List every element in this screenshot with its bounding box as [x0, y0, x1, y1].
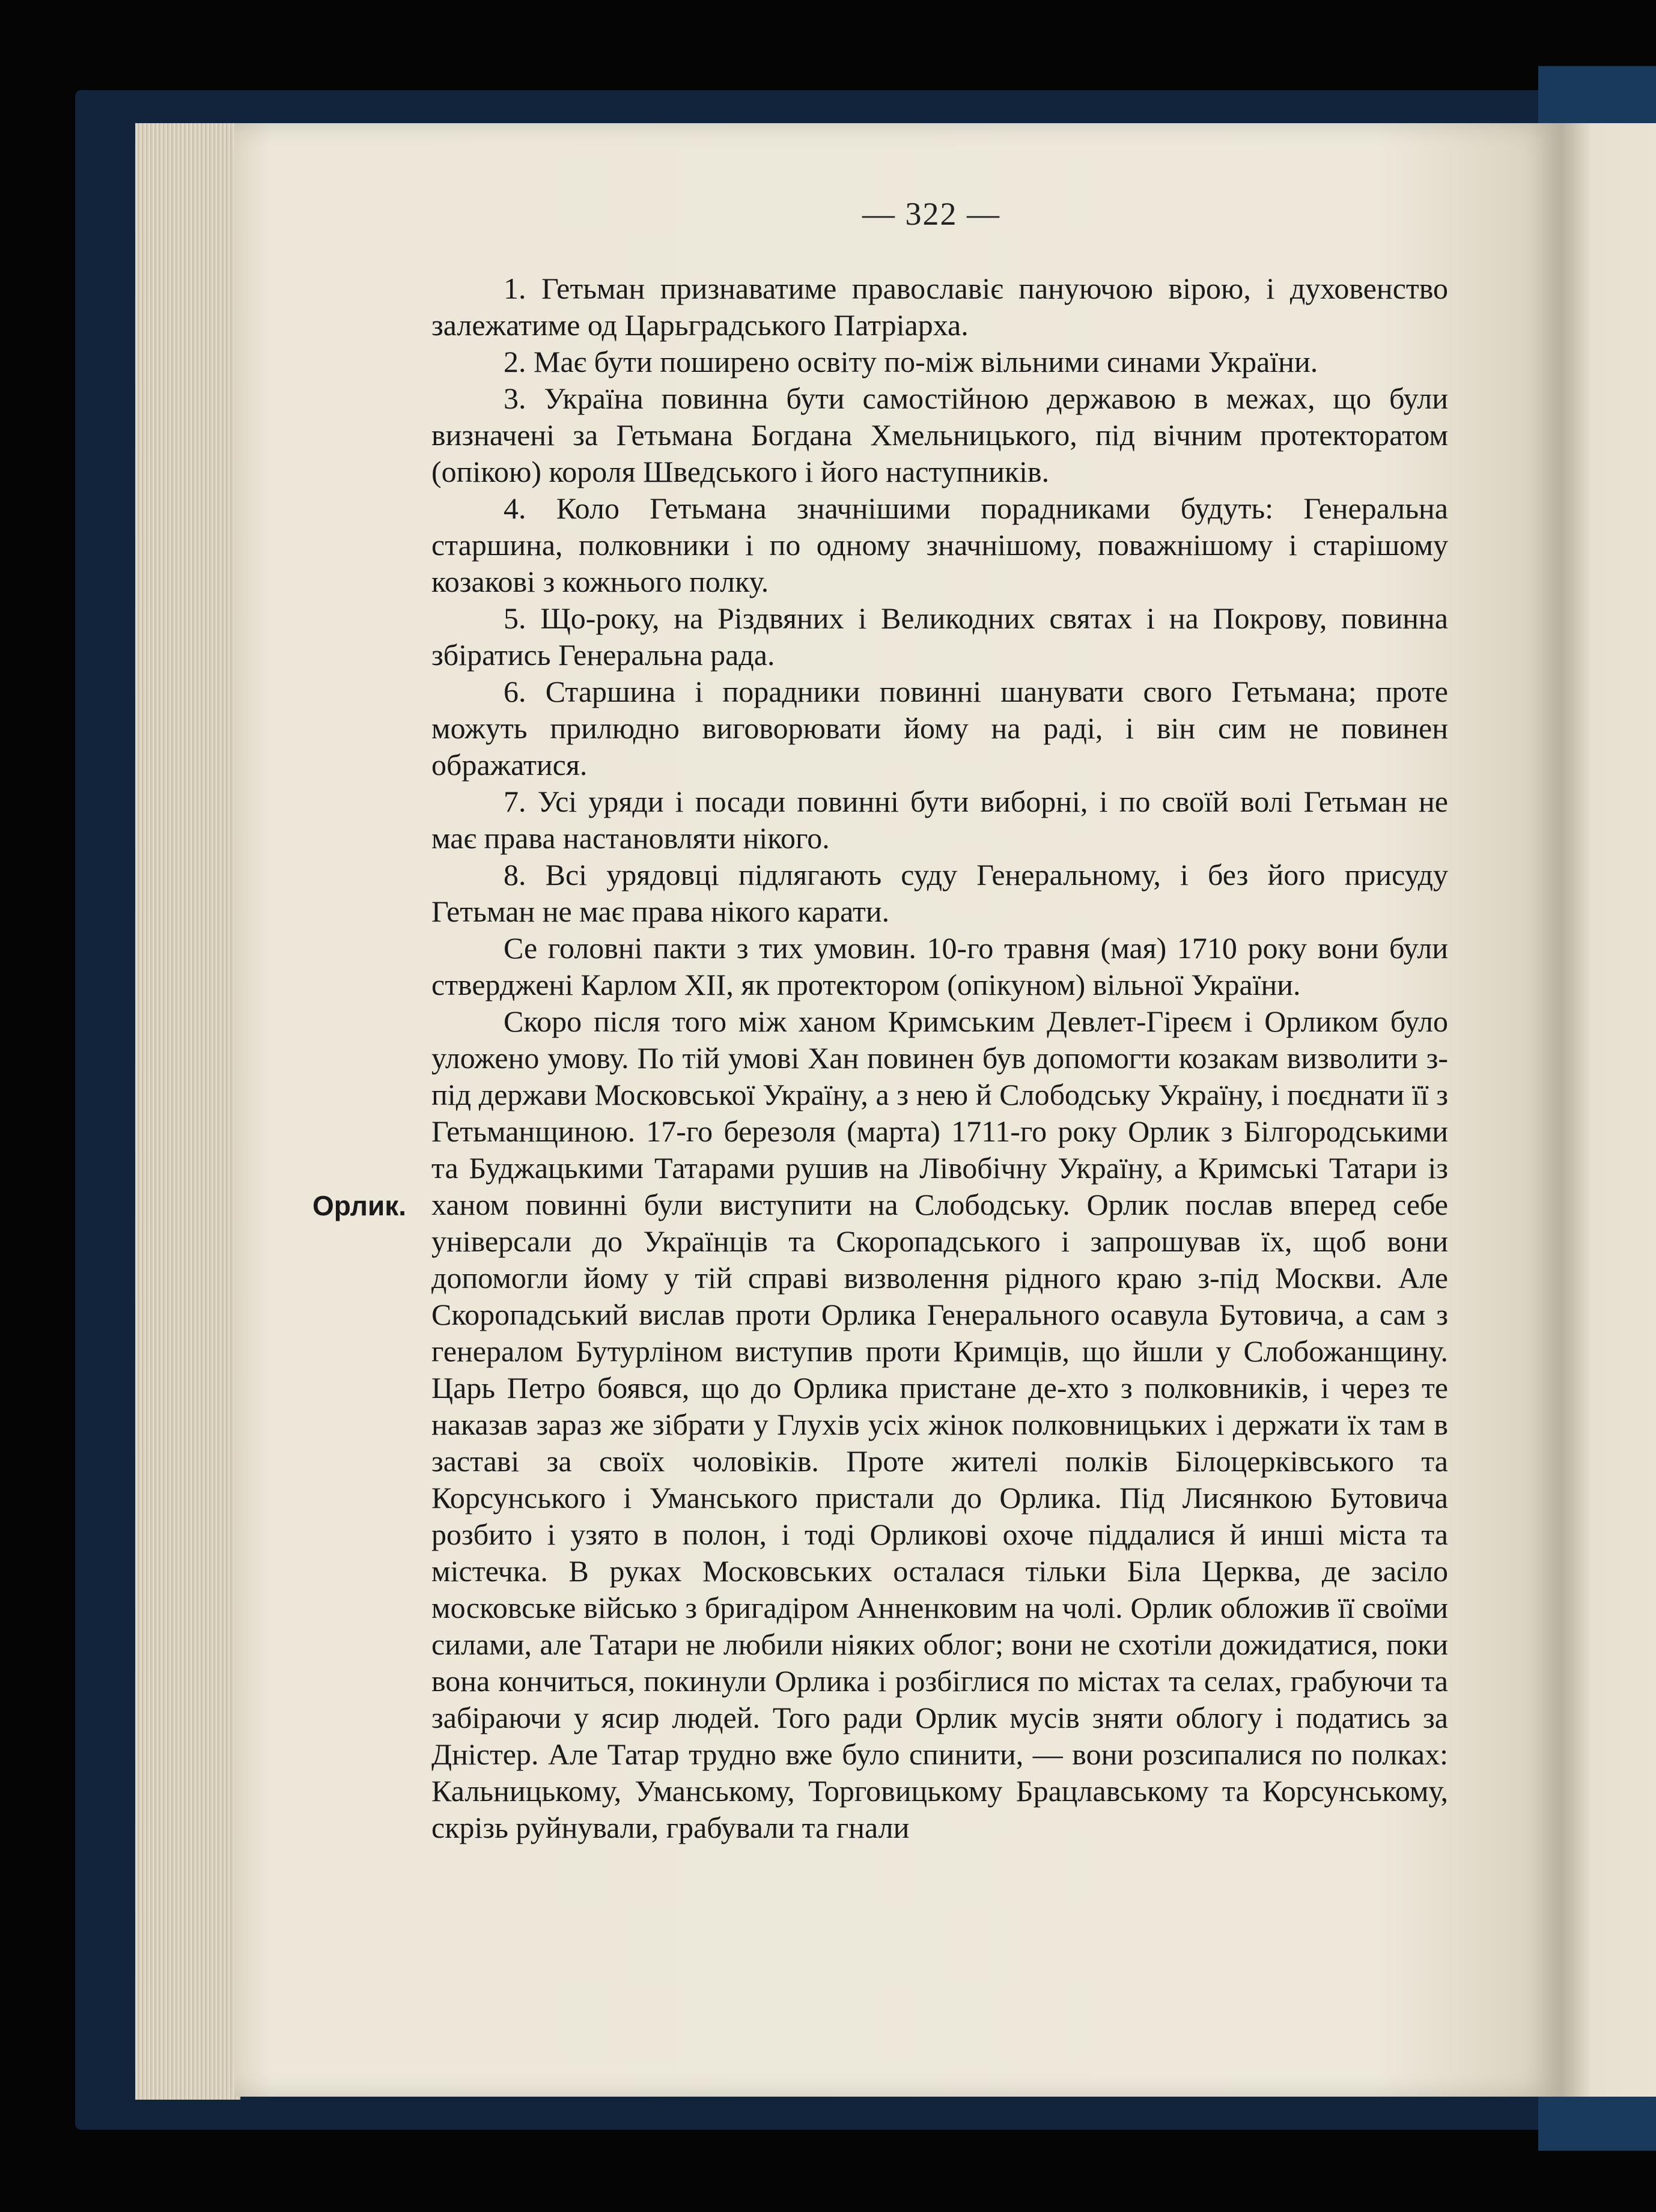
page-stack-edges: [135, 123, 240, 2100]
marginal-note: Орлик.: [312, 1190, 407, 1221]
paragraph: 4. Коло Гетьмана значнішими порадниками будуть: Генеральна старшина, полковники і по одному значнішому, поважнішому і старішому козакові з кожнього полку.: [431, 491, 1448, 598]
paragraph: 1. Гетьман признаватиме православіє пануючою вірою, і духовенство залежатиме од Царьградського Патріарха.: [431, 272, 1448, 342]
paragraph: 5. Що-року, на Різдвяних і Великодних святах і на Покрову, повинна збіратись Генеральна рада.: [431, 601, 1448, 672]
page-body: [431, 270, 1448, 1846]
paragraph: 3. Україна повинна бути самостійною державою в межах, що були визначені за Гетьмана Богдана Хмельницького, під вічним протекторатом (опікою) короля Шведського і його наступників.: [431, 381, 1448, 488]
paragraph: 7. Усі уряди і посади повинні бути виборні, і по своїй волі Гетьман не має права настановляти нікого.: [431, 785, 1448, 855]
paragraph: 2. Має бути поширено освіту по-між вільними синами України.: [504, 345, 1318, 378]
paragraph: Скоро після того між ханом Кримським Девлет-Гіреєм і Орликом було уложено умову. По тій умові Хан повинен був допомогти козакам визволити з-під держави Московської Україну, а з нею й Слободську Україну, і поєднати її з Гетьманщиною. 17-го березоля (марта) 1711-го року Орлик з Білгородськими та Буджацькими Татарами рушив на Лівобічну Україну, а Кримські Татари із ханом повинні були виступити на Слободську. Орлик послав вперед себе універсали до Українців та Скоропадського і запрошував їх, щоб вони допомогли йому у тій справі визволення рідного краю з-під Москви. Але Скоропадський вислав проти Орлика Генерального осавула Бутовича, а сам з генералом Бутурліном виступив проти Кримців, що йшли у Слобожанщину. Царь Петро боявся, що до Орлика пристане де-хто з полковників, і через те наказав зараз же зібрати у Глухів усіх жінок полковницьких і держати їх там в заставі за своїх чоловіків. Проте жителі полків Білоцерківського та Корсунського і Уманського пристали до Орлика. Під Лисянкою Бутовича розбито і узято в полон, і тоді Орликові охоче піддалися й инші міста та містечка. В руках Московських осталася тільки Біла Церква, де засіло московське військо з бригадіром Анненковим на чолі. Орлик обложив її своїми силами, але Татари не любили ніяких облог; вони не схотіли дожидатися, поки вона кончиться, покинули Орлика і розбіглися по містах та селах, грабуючи та забіраючи у ясир людей. Того ради Орлик мусів зняти облогу і податись за Дністер. Але Татар трудно вже було спинити, — вони розсипалися по полках: Кальницькому, Уманському, Торговицькому Брацлавському та Корсунському, скрізь руйнували, грабували та гнали: [431, 1004, 1448, 1844]
paragraph: 8. Всі урядовці підлягають суду Генеральному, і без його присуду Гетьман не має права нікого карати.: [431, 858, 1448, 928]
page-number: — 322 —: [862, 196, 1000, 232]
paragraph: 6. Старшина і порадники повинні шанувати свого Гетьмана; проте можуть прилюдно виговорювати йому на раді, і він сим не повинен ображатися.: [431, 675, 1448, 782]
paragraph: Се головні пакти з тих умовин. 10-го травня (мая) 1710 року вони були стверджені Карлом XII, як протектором (опікуном) вільної України.: [431, 931, 1448, 1001]
facing-page-edge: [1562, 123, 1656, 2097]
